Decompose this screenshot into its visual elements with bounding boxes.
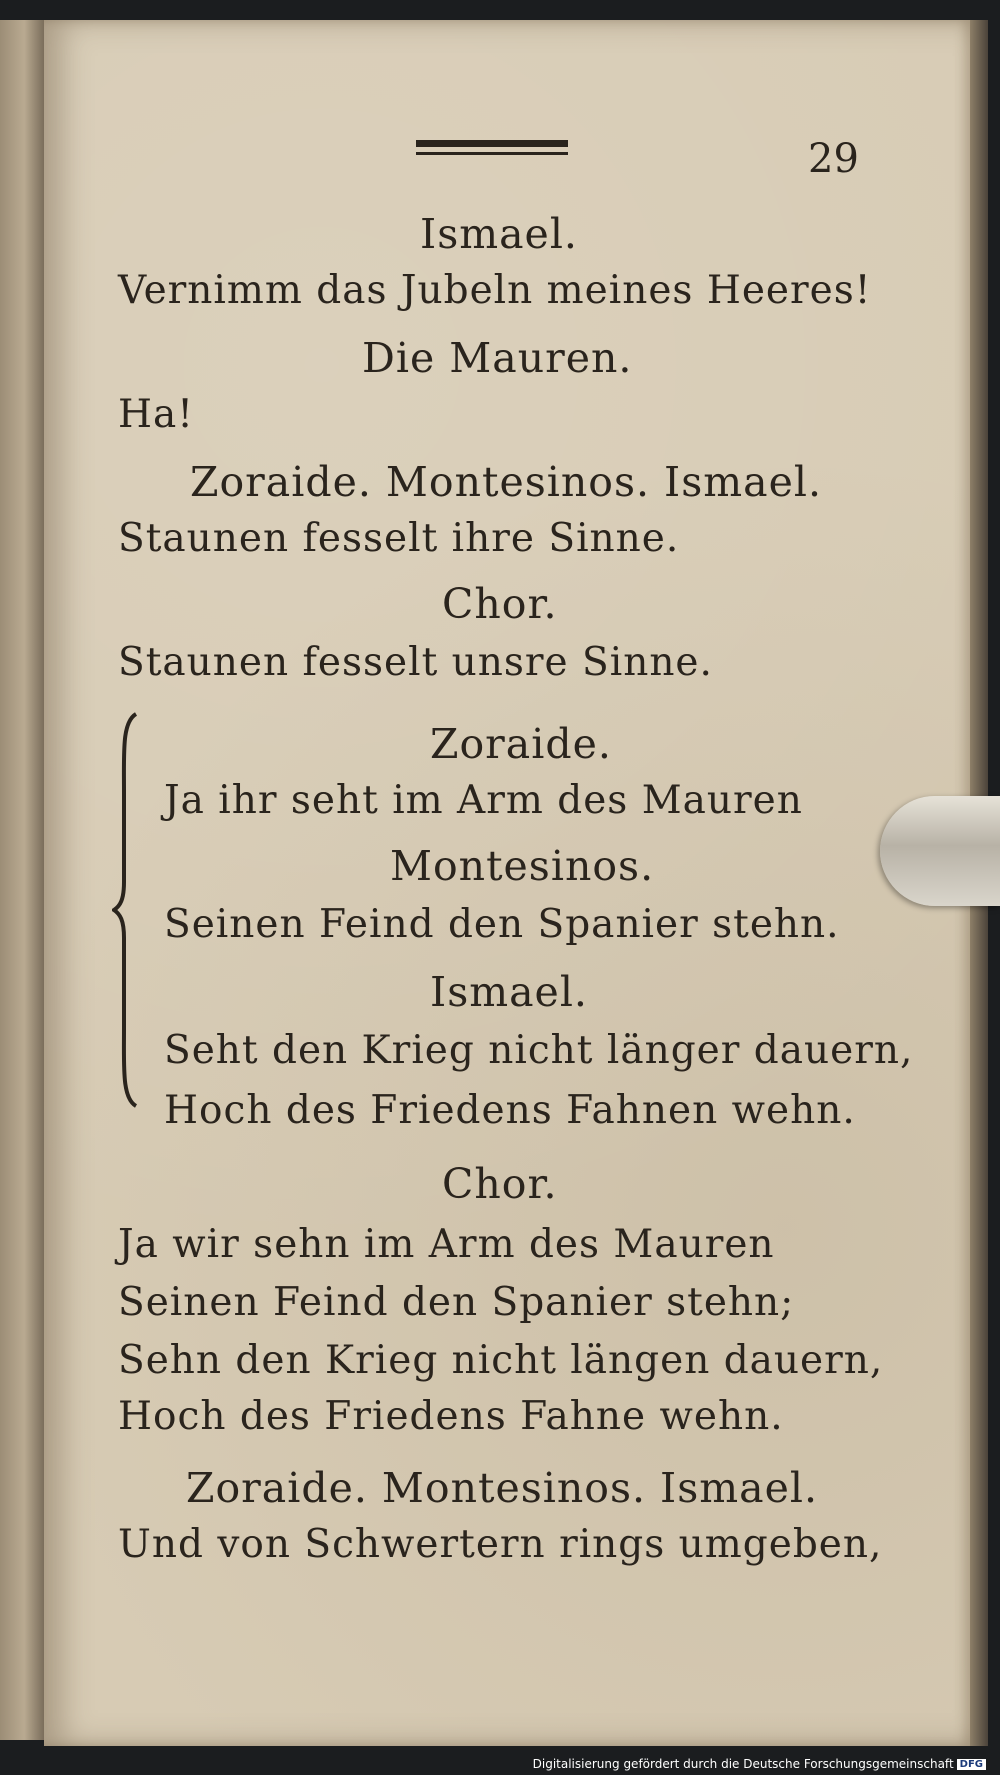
verse-line: Hoch des Friedens Fahnen wehn. (164, 1088, 856, 1133)
ensemble-brace (112, 712, 138, 1108)
verse-line: Sehn den Krieg nicht längen dauern, (118, 1338, 884, 1383)
verse-line: Ha! (118, 392, 194, 437)
verse-line: Hoch des Friedens Fahne wehn. (118, 1394, 784, 1439)
speaker-heading: Ismael. (420, 210, 578, 258)
verse-line: Seinen Feind den Spanier stehn; (118, 1280, 795, 1325)
verse-line: Staunen fesselt ihre Sinne. (118, 516, 680, 561)
verse-line: Seht den Krieg nicht länger dauern, (164, 1028, 914, 1073)
credit-text: Digitalisierung gefördert durch die Deutsche Forschungsgemeinschaft (532, 1757, 954, 1771)
page-clip (880, 796, 1000, 906)
verse-line: Und von Schwertern rings umgeben, (118, 1522, 883, 1567)
left-page-edge (0, 20, 44, 1740)
verse-line: Seinen Feind den Spanier stehn. (164, 902, 840, 947)
speaker-heading: Zoraide. Montesinos. Ismael. (190, 458, 823, 506)
page-number: 29 (808, 136, 859, 182)
speaker-heading: Ismael. (430, 968, 588, 1016)
header-rule (416, 140, 568, 158)
speaker-heading: Montesinos. (390, 842, 655, 890)
speaker-heading: Chor. (442, 1160, 558, 1208)
verse-line: Ja wir sehn im Arm des Mauren (118, 1222, 775, 1267)
speaker-heading: Zoraide. (430, 720, 612, 768)
verse-line: Staunen fesselt unsre Sinne. (118, 640, 713, 685)
verse-line: Vernimm das Jubeln meines Heeres! (118, 268, 872, 313)
speaker-heading: Chor. (442, 580, 558, 628)
speaker-heading: Die Mauren. (362, 334, 633, 382)
speaker-heading: Zoraide. Montesinos. Ismael. (186, 1464, 819, 1512)
dfg-logo: DFG (957, 1759, 986, 1770)
verse-line: Ja ihr seht im Arm des Mauren (164, 778, 803, 823)
digitization-credit (533, 1757, 986, 1771)
